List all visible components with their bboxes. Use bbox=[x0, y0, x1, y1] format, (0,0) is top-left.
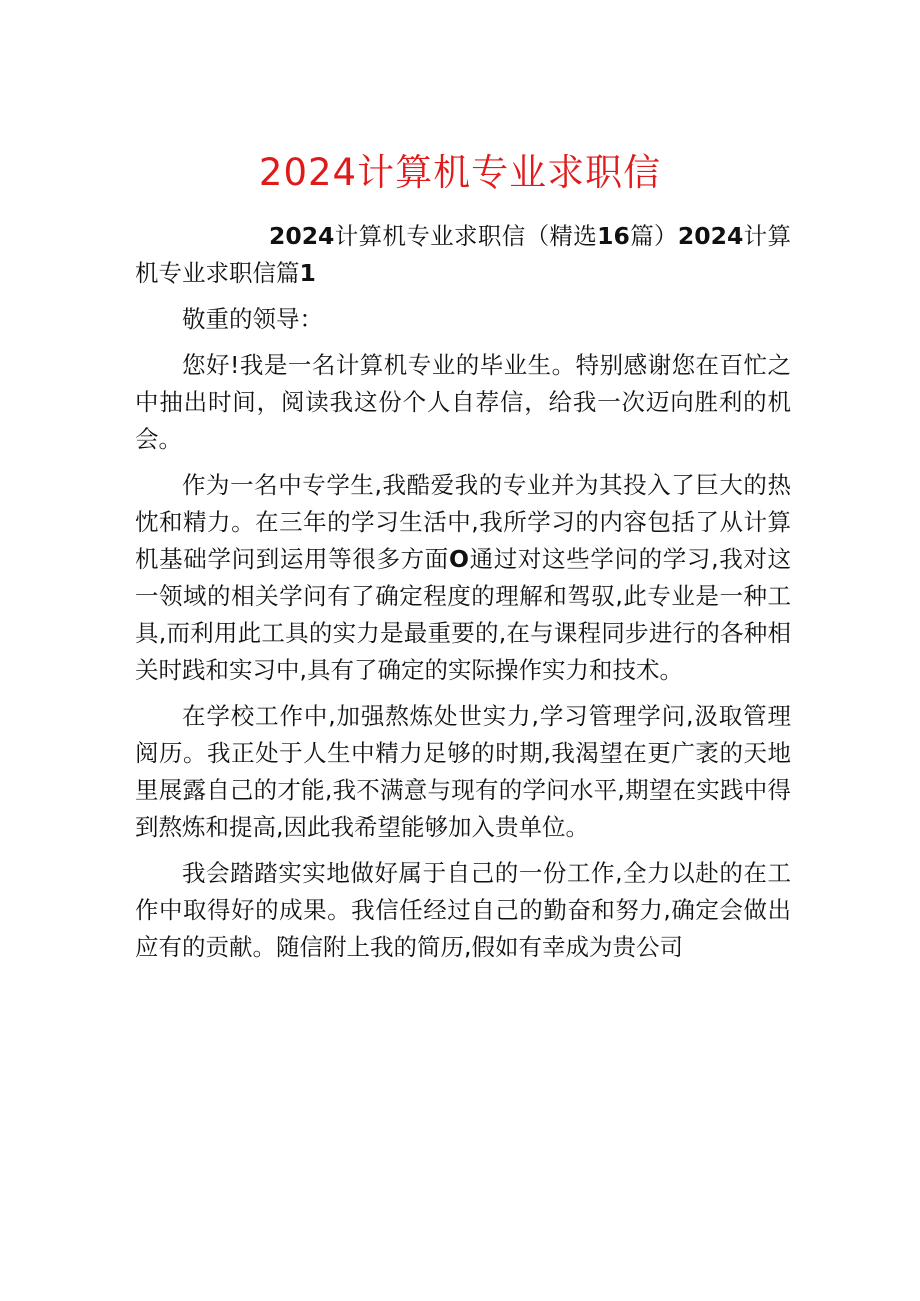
intro-part-number: 1 bbox=[299, 259, 316, 287]
paragraph-2-text-cont: 通过对这些学问的学习,我对这一领域的相关学问有了确定程度的理解和驾驭,此专业是一种工具,而利用此工具的实力是最重要的,在与课程同步进行的各种相关时践和实习中,具有了确定的实际操作实力和技术。 bbox=[135, 545, 791, 684]
paragraph-3: 在学校工作中,加强熬炼处世实力,学习管理学问,汲取管理阅历。我正处于人生中精力足够的时期,我渴望在更广袤的天地里展露自己的才能,我不满意与现有的学问水平,期望在实践中得到熬炼和提高,因此我希望能够加入贵单位。 bbox=[135, 702, 791, 841]
intro-text-3: 计算机专业求职信篇 bbox=[135, 222, 792, 287]
paragraph-2 bbox=[135, 467, 791, 689]
intro-line bbox=[135, 218, 791, 292]
intro-text-1: 计算机专业求职信（精选 bbox=[334, 222, 598, 250]
document-body bbox=[135, 218, 791, 975]
paragraph-1: 您好!我是一名计算机专业的毕业生。特别感谢您在百忙之中抽出时间，阅读我这份个人自荐信，给我一次迈向胜利的机会。 bbox=[135, 351, 791, 453]
intro-year: 2024 bbox=[269, 222, 335, 250]
intro-text-2: 篇） bbox=[629, 222, 678, 250]
paragraph-2-text: 作为一名中专学生,我酷爱我的专业并为其投入了巨大的热忱和精力。在三年的学习生活中,我所学习的内容包括了从计算机基础学问到运用等很多方面 bbox=[135, 471, 791, 573]
intro-year-2: 2024 bbox=[677, 222, 744, 250]
document-title: 2024计算机专业求职信 bbox=[258, 151, 662, 194]
greeting: 敬重的领导： bbox=[182, 305, 323, 333]
paragraph-4: 我会踏踏实实地做好属于自己的一份工作,全力以赴的在工作中取得好的成果。我信任经过自己的勤奋和努力,确定会做出应有的贡献。随信附上我的简历,假如有幸成为贵公司 bbox=[135, 859, 791, 961]
paragraph-2-marker: O bbox=[448, 545, 469, 573]
intro-count: 16 bbox=[597, 222, 630, 250]
